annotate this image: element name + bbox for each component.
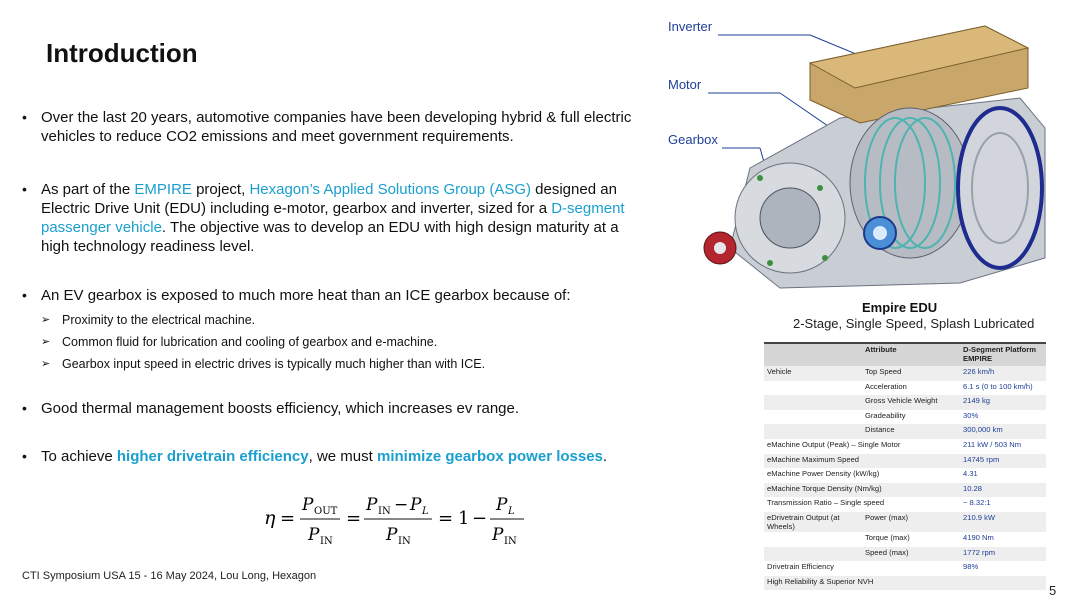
efficiency-formula (262, 488, 532, 548)
spec-category-cell (764, 395, 862, 410)
spec-category-cell: eMachine Output (Peak) – Single Motor (764, 439, 960, 454)
highlight-gearbox-losses: minimize gearbox power losses (376, 448, 603, 465)
label-gearbox: Gearbox (668, 132, 718, 147)
spec-row (764, 366, 1046, 381)
spec-value-cell: 30% (960, 410, 1046, 425)
spec-header-cell (764, 343, 862, 366)
text-run: , we must (308, 448, 377, 465)
sub-bullet-proximity: ➢ Proximity to the electrical machine. (22, 309, 632, 331)
asg-link: Hexagon’s Applied Solutions Group (ASG) (249, 181, 531, 198)
spec-row (764, 561, 1046, 576)
spec-row (764, 424, 1046, 439)
text-run: . (602, 448, 608, 465)
spec-row (764, 547, 1046, 562)
spec-value-cell: 10.28 (960, 483, 1046, 498)
spec-value-cell: 2149 kg (960, 395, 1046, 410)
spec-row (764, 439, 1046, 454)
spec-category-cell (764, 547, 862, 562)
spec-header-row (764, 343, 1046, 366)
bullet-empire-project (22, 180, 651, 256)
spec-row (764, 468, 1046, 483)
spec-value-cell: 300,000 km (960, 424, 1046, 439)
spec-row (764, 532, 1046, 547)
label-inverter: Inverter (668, 19, 713, 34)
p-out-symbol: P (302, 495, 314, 515)
spec-value-cell: 98% (960, 561, 1046, 576)
spec-category-cell (764, 410, 862, 425)
equals-sign: = (346, 508, 362, 529)
spec-attribute-cell: Distance (862, 424, 960, 439)
minus-sign: − (394, 495, 409, 515)
p-loss-symbol: P (410, 495, 422, 515)
spec-row (764, 395, 1046, 410)
p-in-symbol: P (366, 495, 378, 515)
footer-text: CTI Symposium USA 15 - 16 May 2024, Lou Long, Hexagon (22, 570, 317, 582)
edu-drawing (660, 8, 1070, 298)
sub-bullet-list (22, 309, 632, 375)
spec-row (764, 483, 1046, 498)
spec-header-cell: Attribute (862, 343, 960, 366)
text-run: designed an Electric Drive Unit (EDU) including e-motor, gearbox and inverter, sized for a (41, 181, 617, 217)
p-in-symbol: P (386, 525, 398, 545)
equals-sign: = (280, 508, 296, 529)
spec-row (764, 576, 1046, 591)
slide-title: Introduction (46, 38, 198, 68)
spec-value-cell: 211 kW / 503 Nm (960, 439, 1046, 454)
spec-value-cell: 4.31 (960, 468, 1046, 483)
spec-attribute-cell: Speed (max) (862, 547, 960, 562)
spec-row (764, 410, 1046, 425)
sub-bullet-input-speed: ➢ Gearbox input speed in electric drives is typically much higher than with ICE. (22, 353, 632, 375)
spec-row (764, 381, 1046, 396)
bullet-ev-heat: • An EV gearbox is exposed to much more heat than an ICE gearbox because of: (22, 286, 651, 305)
spec-attribute-cell: Gradeability (862, 410, 960, 425)
minus-sign: − (472, 508, 488, 529)
text-run: To achieve (41, 448, 117, 465)
p-in-symbol: P (492, 525, 504, 545)
text-run: As part of the (41, 181, 135, 198)
figure-caption-subtitle: 2-Stage, Single Speed, Splash Lubricated (793, 316, 1035, 331)
flange-center (714, 242, 726, 254)
spec-category-cell: Transmission Ratio – Single speed (764, 497, 960, 512)
d-segment-link: D-segment passenger vehicle (41, 200, 625, 236)
one-digit: 1 (458, 508, 470, 529)
bullet-thermal-management: • Good thermal management boosts efficiency, which increases ev range. (22, 399, 651, 418)
spec-row (764, 497, 1046, 512)
spec-value-cell: 14745 rpm (960, 454, 1046, 469)
spec-value-cell: 6.1 s (0 to 100 km/h) (960, 381, 1046, 396)
p-in-subscript: IN (320, 536, 333, 547)
spec-category-cell: Drivetrain Efficiency (764, 561, 960, 576)
eta-symbol: η (264, 507, 276, 529)
spec-value-cell (960, 576, 1046, 591)
text-run: . The objective was to develop an EDU with high design maturity at a high technology readiness level. (41, 219, 619, 255)
figure-caption-title: Empire EDU (862, 300, 938, 315)
page-number: 5 (1049, 583, 1057, 598)
spec-value-cell: 210.9 kW (960, 512, 1046, 532)
empire-link: EMPIRE (134, 181, 192, 198)
label-motor: Motor (668, 77, 702, 92)
p-in-subscript: IN (378, 506, 391, 517)
spec-attribute-cell: Gross Vehicle Weight (862, 395, 960, 410)
highlight-drivetrain-efficiency: higher drivetrain efficiency (116, 448, 309, 465)
spec-attribute-cell: Torque (max) (862, 532, 960, 547)
p-loss-symbol: P (496, 495, 508, 515)
edu-illustration (660, 8, 1070, 298)
spec-table (764, 342, 1046, 590)
spec-category-cell: eMachine Torque Density (Nm/kg) (764, 483, 960, 498)
sub-bullet-common-fluid: ➢ Common fluid for lubrication and cooling of gearbox and e-machine. (22, 331, 632, 353)
spec-attribute-cell: Power (max) (862, 512, 960, 532)
spec-category-cell: eMachine Power Density (kW/kg) (764, 468, 960, 483)
spec-value-cell: 4190 Nm (960, 532, 1046, 547)
spec-category-cell: eMachine Maximum Speed (764, 454, 960, 469)
spec-attribute-cell: Acceleration (862, 381, 960, 396)
p-in-subscript: IN (504, 536, 517, 547)
spec-category-cell: eDrivetrain Output (at Wheels) (764, 512, 862, 532)
spec-category-cell: Vehicle (764, 366, 862, 381)
spec-value-cell: 1772 rpm (960, 547, 1046, 562)
gearbox-bearing (760, 188, 820, 248)
spec-category-cell: High Reliability & Superior NVH (764, 576, 960, 591)
p-loss-subscript: L (422, 506, 429, 517)
p-in-symbol: P (308, 525, 320, 545)
spec-row (764, 512, 1046, 532)
coolant-port-center (873, 226, 887, 240)
bullet-history: • Over the last 20 years, automotive companies have been developing hybrid & full electric vehicles to reduce CO2 emissions and meet government requirements. (22, 108, 651, 146)
spec-header-cell: D-Segment Platform EMPIRE (960, 343, 1046, 366)
spec-category-cell (764, 381, 862, 396)
p-out-subscript: OUT (314, 506, 338, 517)
p-in-subscript: IN (398, 536, 411, 547)
spec-value-cell: ~ 8.32:1 (960, 497, 1046, 512)
equals-sign: = (438, 508, 454, 529)
spec-value-cell: 226 km/h (960, 366, 1046, 381)
spec-row (764, 454, 1046, 469)
spec-table-body (764, 366, 1046, 590)
spec-category-cell (764, 532, 862, 547)
bullet-efficiency-goal (22, 447, 681, 466)
text-run: project, (191, 181, 250, 198)
p-loss-subscript: L (508, 506, 515, 517)
spec-category-cell (764, 424, 862, 439)
spec-attribute-cell: Top Speed (862, 366, 960, 381)
